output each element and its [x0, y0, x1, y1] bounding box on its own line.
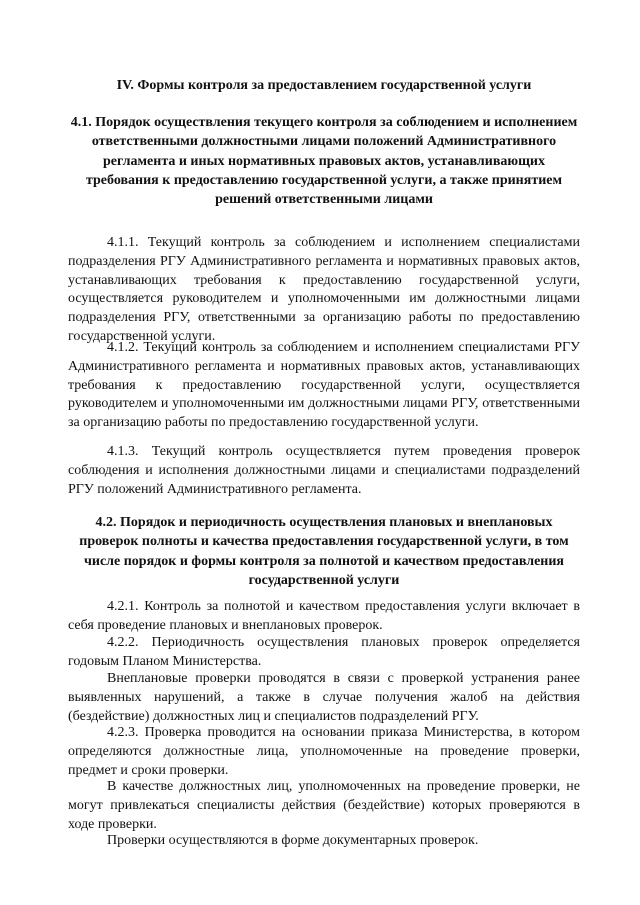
paragraph-unscheduled-checks: Внеплановые проверки проводятся в связи с проверкой устранения ранее выявленных нарушений, а также в случае получения жалоб на действия (бездействие) должностных лиц и специалистов подразделений РГУ.: [68, 671, 580, 724]
paragraph-check-form: Проверки осуществляются в форме документарных проверок.: [107, 833, 479, 848]
paragraph-4-2-1: 4.2.1. Контроль за полнотой и качеством предоставления услуги включает в себя проведение плановых и внеплановых проверок.: [68, 599, 580, 633]
paragraph-inspectors: В качестве должностных лиц, уполномоченных на проведение проверки, не могут привлекаться специалисты действия (бездействие) которых проверяются в ходе проверки.: [68, 779, 580, 832]
paragraph-4-2-2: 4.2.2. Периодичность осуществления плановых проверок определяется годовым Планом Министерства.: [68, 635, 580, 669]
paragraph-4-1-3: 4.1.3. Текущий контроль осуществляется путем проведения проверок соблюдения и исполнения должностными лицами и специалистами подразделений РГУ положений Административного регламента.: [68, 444, 580, 497]
paragraph-4-1-1: 4.1.1. Текущий контроль за соблюдением и исполнением специалистами подразделения РГУ Административного регламента и нормативных правовых актов, устанавливающих требования к предоставлению государственной услуги, осуществляется руководителем и уполномоченными им должностными лицами подразделения РГУ, ответственными за организацию работы по предоставлению государственной услуги.: [68, 235, 580, 344]
paragraph-4-1-2: 4.1.2. Текущий контроль за соблюдением и исполнением специалистами РГУ Административного регламента и нормативных правовых актов, устанавливающих требования к предоставлению государственной услуги, осуществляется руководителем и уполномоченными им должностными лицами РГУ, ответственными за организацию работы по предоставлению государственной услуги.: [68, 340, 580, 431]
section-title: IV. Формы контроля за предоставлением государственной услуги: [116, 78, 532, 93]
subsection-2-title: 4.2. Порядок и периодичность осуществления плановых и внеплановых проверок полноты и качества предоставления государственной услуги, в том числе порядок и формы контроля за полнотой и качеством предоставления государственной услуги: [79, 515, 569, 588]
subsection-1-title: 4.1. Порядок осуществления текущего контроля за соблюдением и исполнением ответственными должностными лицами положений Административного регламента и иных нормативных правовых актов, устанавливающих требования к предоставлению государственной услуги, а также принятием решений ответственными лицами: [70, 115, 578, 208]
paragraph-4-2-3: 4.2.3. Проверка проводится на основании приказа Министерства, в котором определяются должностные лица, уполномоченные на проведение проверки, предмет и сроки проверки.: [68, 725, 580, 778]
